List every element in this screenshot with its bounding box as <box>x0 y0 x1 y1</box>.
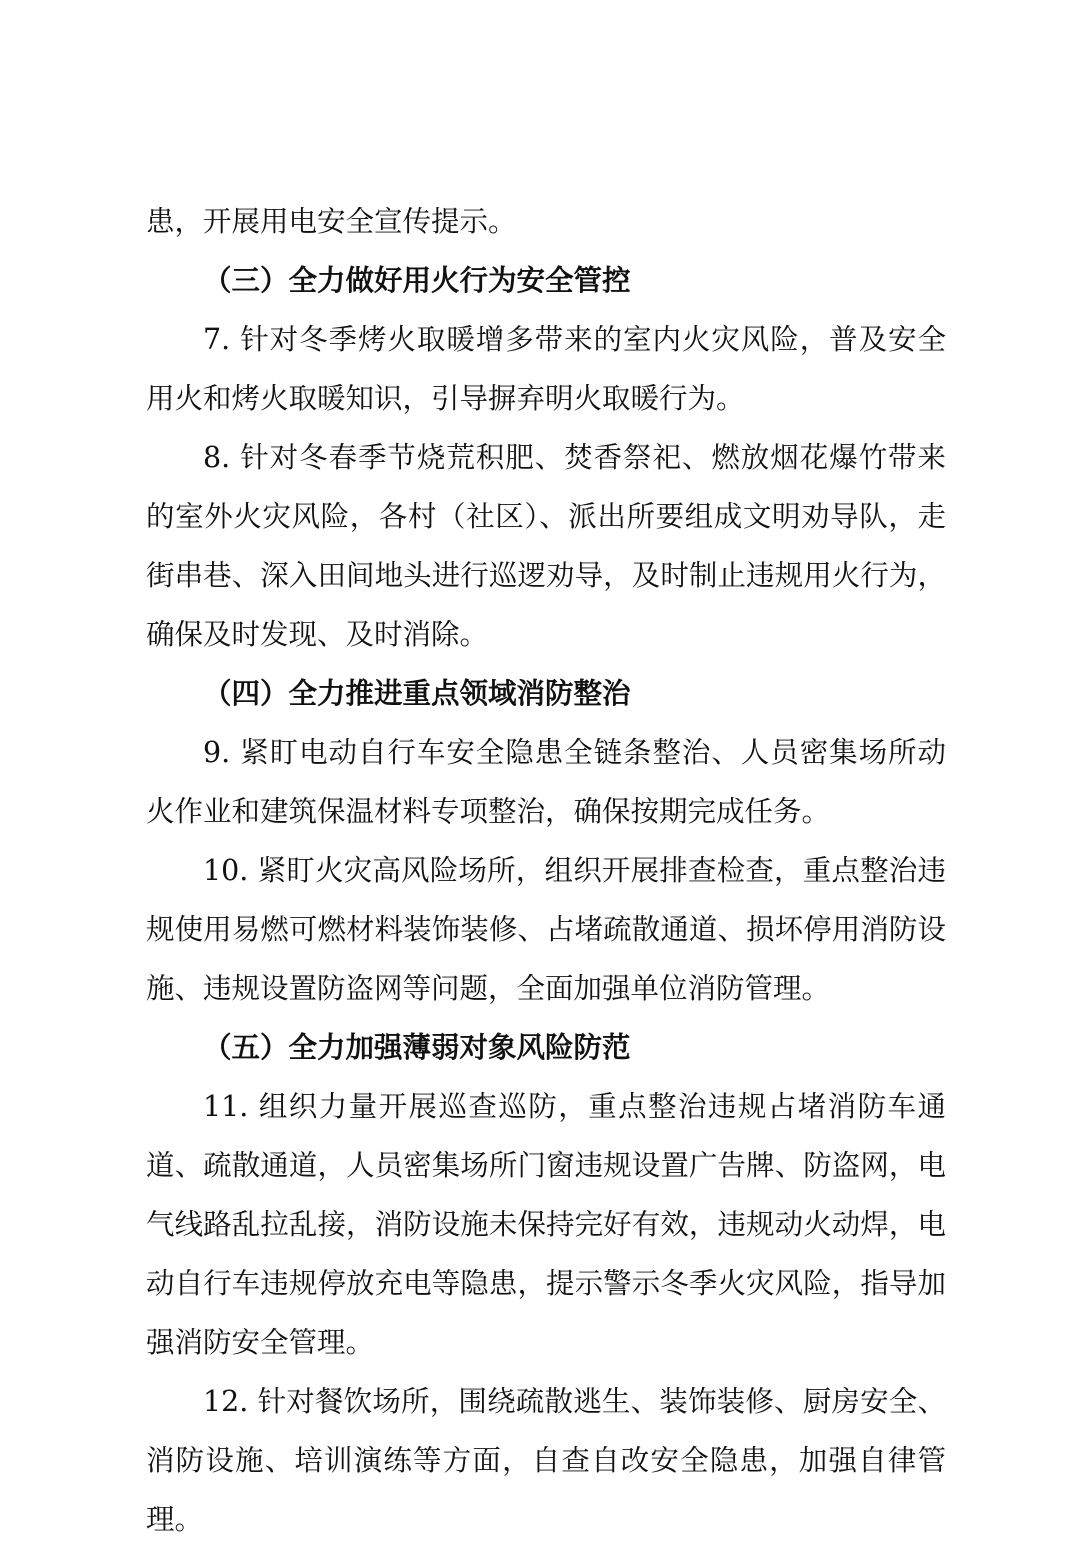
item-12: 12. 针对餐饮场所，围绕疏散逃生、装饰装修、厨房安全、消防设施、培训演练等方面，自查自改安全隐患，加强自律管理。 <box>146 1385 946 1536</box>
item-10: 10. 紧盯火灾高风险场所，组织开展排查检查，重点整治违规使用易燃可燃材料装饰装修、占堵疏散通道、损坏停用消防设施、违规设置防盗网等问题，全面加强单位消防管理。 <box>146 854 946 1005</box>
section-heading-5: （五）全力加强薄弱对象风险防范 <box>203 1031 631 1064</box>
document-body <box>146 192 946 1549</box>
paragraph-continuation: 患，开展用电安全宣传提示。 <box>146 205 517 238</box>
section-heading-4: （四）全力推进重点领域消防整治 <box>203 677 631 710</box>
item-11: 11. 组织力量开展巡查巡防，重点整治违规占堵消防车通道、疏散通道，人员密集场所门窗违规设置广告牌、防盗网，电气线路乱拉乱接，消防设施未保持完好有效，违规动火动焊，电动自行车违规停放充电等隐患，提示警示冬季火灾风险，指导加强消防安全管理。 <box>146 1090 946 1359</box>
item-7: 7. 针对冬季烤火取暖增多带来的室内火灾风险，普及安全用火和烤火取暖知识，引导摒弃明火取暖行为。 <box>146 323 946 415</box>
item-9: 9. 紧盯电动自行车安全隐患全链条整治、人员密集场所动火作业和建筑保温材料专项整治，确保按期完成任务。 <box>146 736 946 828</box>
item-8: 8. 针对冬春季节烧荒积肥、焚香祭祀、燃放烟花爆竹带来的室外火灾风险，各村（社区）、派出所要组成文明劝导队，走街串巷、深入田间地头进行巡逻劝导，及时制止违规用火行为，确保及时发现、及时消除。 <box>146 441 946 651</box>
section-heading-3: （三）全力做好用火行为安全管控 <box>203 264 631 297</box>
